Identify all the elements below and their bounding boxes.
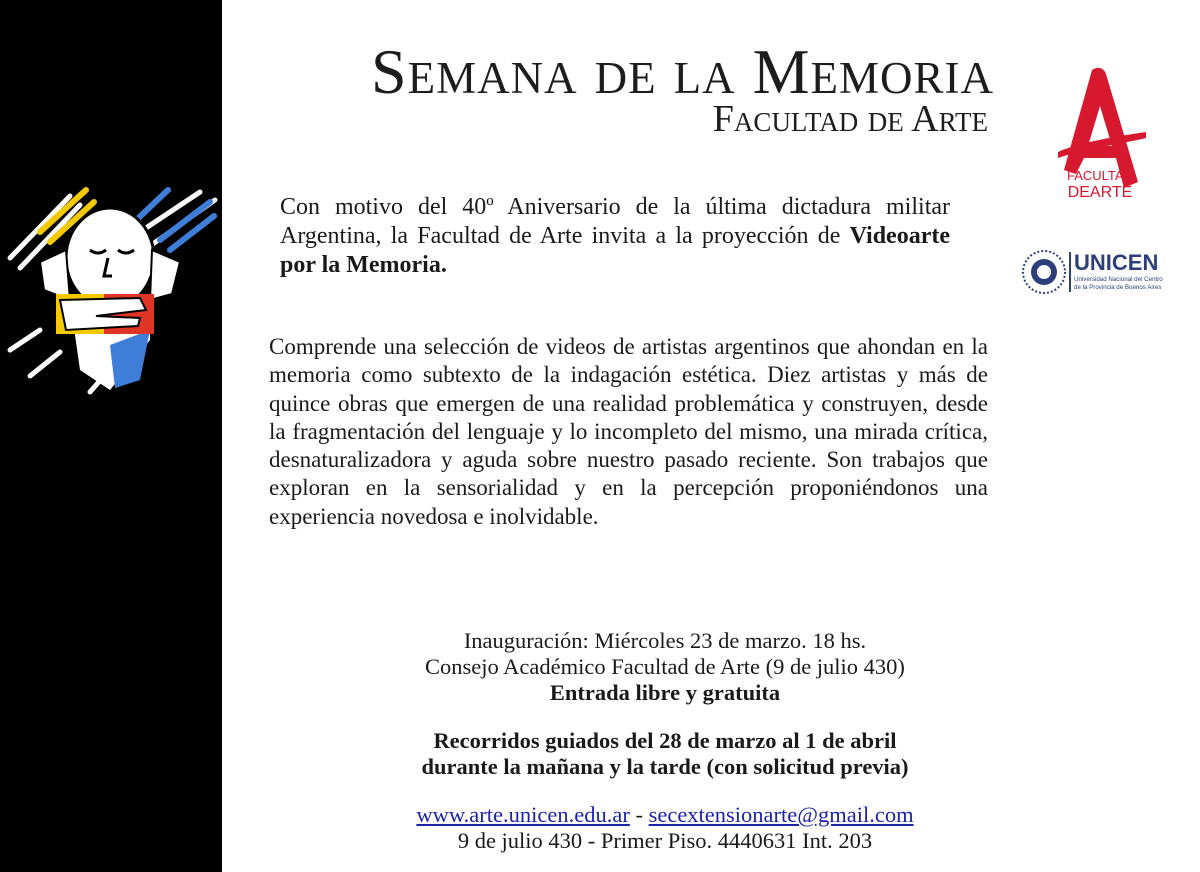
facultad-de-arte-logo <box>1050 62 1150 202</box>
page-subtitle: Facultad de Arte <box>712 98 988 140</box>
website-link[interactable]: www.arte.unicen.edu.ar <box>416 802 630 827</box>
tours-line-1 <box>270 728 1060 754</box>
left-black-band <box>0 0 222 872</box>
tours-text-1: Recorridos guiados del 28 de marzo al 1 de abril <box>433 728 897 753</box>
intro-text: Con motivo del 40º Aniversario de la última dictadura militar Argentina, la Facultad de Arte invita a la proyección de <box>280 194 950 249</box>
contact-line <box>270 802 1060 828</box>
intro-paragraph <box>280 193 950 280</box>
memory-artwork-illustration <box>0 180 222 395</box>
intro-highlight: Videoarte por la Memoria. <box>280 223 950 278</box>
tours-line-2 <box>270 754 1060 780</box>
unicen-subline-2: de la Provincia de Buenos Aires <box>1074 284 1162 291</box>
contact-separator: - <box>629 802 649 827</box>
entry-text: Entrada libre y gratuita <box>549 680 781 705</box>
inauguration-line: Inauguración: Miércoles 23 de marzo. 18 hs. <box>463 628 867 653</box>
tours-text-2: durante la mañana y la tarde (con solicitud previa) <box>421 754 909 779</box>
description-paragraph: Comprende una selección de videos de artistas argentinos que ahondan en la memoria como subtexto de la indagación estética. Diez artistas y más de quince obras que emergen de una realidad problemática y construyen, desde la fragmentación del lenguaje y lo incompleto del mismo, una mirada crítica, desnaturalizadora y aguda sobre nuestro pasado reciente. Son trabajos que exploran en la sensorialidad y en la percepción proponiéndonos una experiencia novedosa e inolvidable. <box>269 334 988 529</box>
entry-line <box>270 680 1060 706</box>
unicen-seal-icon <box>1023 251 1065 293</box>
address-line: 9 de julio 430 - Primer Piso. 4440631 Int. 203 <box>457 828 873 853</box>
email-link[interactable]: secextensionarte@gmail.com <box>648 802 914 827</box>
venue-line: Consejo Académico Facultad de Arte (9 de julio 430) <box>425 654 905 679</box>
unicen-subline-1: Universidad Nacional del Centro <box>1074 276 1163 283</box>
faculty-logo-line2: DEARTE <box>1067 184 1133 201</box>
poster-title <box>270 36 994 140</box>
unicen-logo <box>1022 246 1182 298</box>
faculty-logo-line1: FACULTAD <box>1067 168 1133 183</box>
unicen-name: UNICEN <box>1074 250 1159 275</box>
page-title: Semana de la Memoria <box>371 36 994 107</box>
event-info <box>270 628 1060 854</box>
